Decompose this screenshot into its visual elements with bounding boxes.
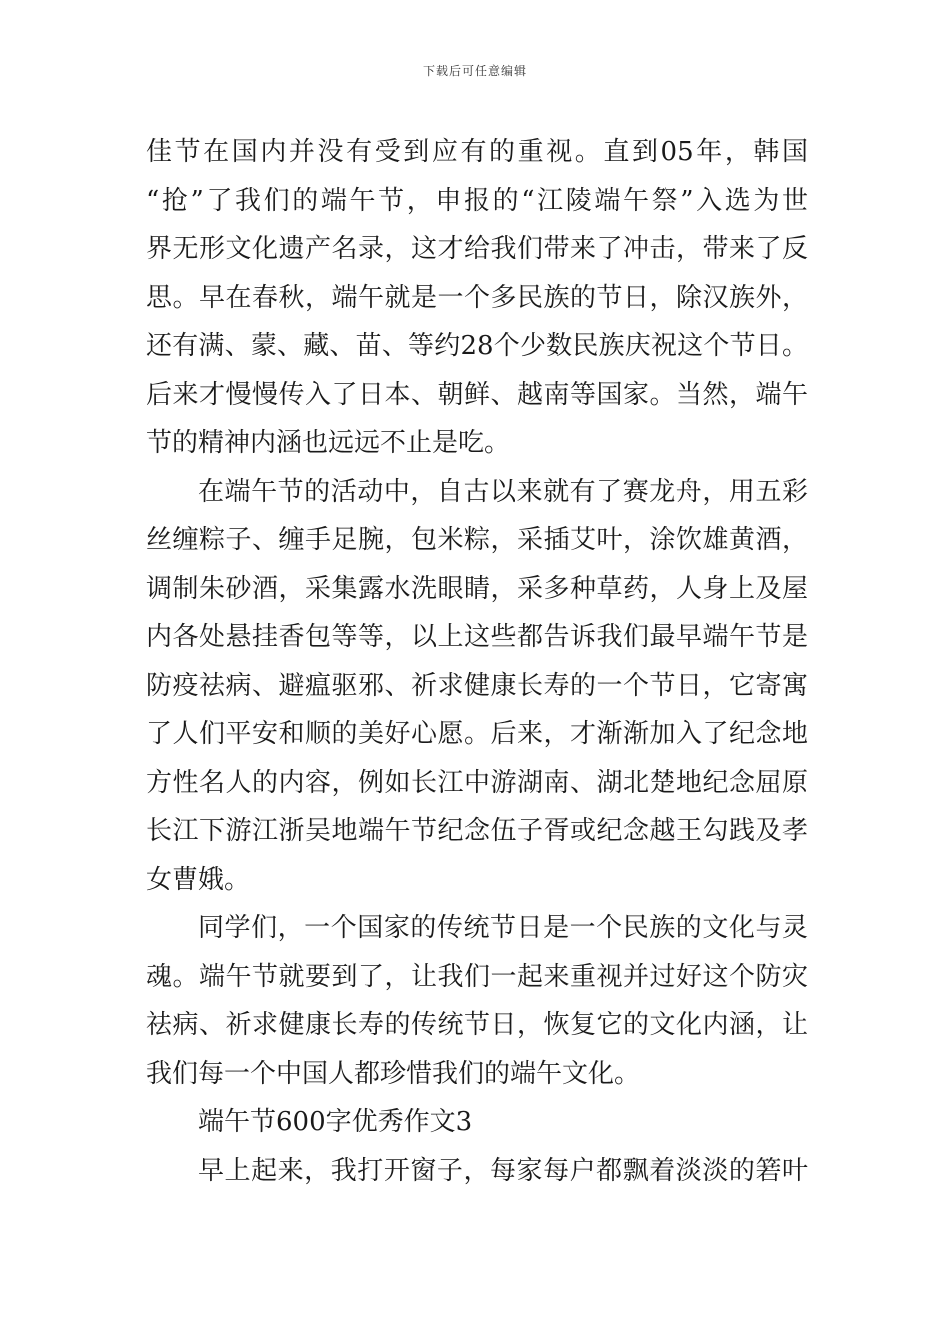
text-line: 后来才慢慢传入了日本、朝鲜、越南等国家。当然，端午 bbox=[146, 379, 808, 410]
text-line: 节的精神内涵也远远不止是吃。 bbox=[146, 428, 511, 458]
text-line: 思。早在春秋，端午就是一个多民族的节日，除汉族外， bbox=[146, 282, 808, 313]
text-line: 丝缠粽子、缠手足腕，包米粽，采插艾叶，涂饮雄黄酒， bbox=[146, 525, 808, 555]
text-line: 方性名人的内容，例如长江中游湖南、湖北楚地纪念屈原 bbox=[146, 767, 808, 798]
section-heading: 端午节600字优秀作文3 bbox=[198, 1107, 473, 1137]
text-line: 祛病、祈求健康长寿的传统节日，恢复它的文化内涵，让 bbox=[146, 1010, 808, 1040]
document-body bbox=[146, 128, 808, 1195]
text-line: 我们每一个中国人都珍惜我们的端午文化。 bbox=[146, 1058, 641, 1089]
text-line: 在端午节的活动中，自古以来就有了赛龙舟，用五彩 bbox=[198, 476, 808, 507]
page-header: 下载后可任意编辑 bbox=[422, 64, 527, 78]
text-line: 防疫祛病、避瘟驱邪、祈求健康长寿的一个节日，它寄寓 bbox=[146, 670, 808, 701]
text-line: 了人们平安和顺的美好心愿。后来，才渐渐加入了纪念地 bbox=[146, 719, 808, 749]
text-line: 魂。端午节就要到了，让我们一起来重视并过好这个防灾 bbox=[146, 961, 808, 992]
text-line: 同学们，一个国家的传统节日是一个民族的文化与灵 bbox=[198, 913, 808, 943]
text-line: 早上起来，我打开窗子，每家每户都飘着淡淡的箬叶 bbox=[198, 1155, 808, 1186]
text-line: “抢”了我们的端午节，申报的“江陵端午祭”入选为世 bbox=[146, 185, 808, 216]
text-line: 调制朱砂酒，采集露水洗眼睛，采多种草药，人身上及屋 bbox=[146, 573, 808, 604]
text-line: 女曹娥。 bbox=[146, 864, 251, 895]
text-line: 长江下游江浙吴地端午节纪念伍子胥或纪念越王勾践及孝 bbox=[146, 816, 808, 846]
text-line: 界无形文化遗产名录，这才给我们带来了冲击，带来了反 bbox=[146, 234, 808, 264]
text-line: 佳节在国内并没有受到应有的重视。直到05年，韩国 bbox=[146, 137, 808, 167]
text-line: 内各处悬挂香包等等，以上这些都告诉我们最早端午节是 bbox=[146, 622, 808, 652]
text-line: 还有满、蒙、藏、苗、等约28个少数民族庆祝这个节日。 bbox=[146, 331, 808, 361]
